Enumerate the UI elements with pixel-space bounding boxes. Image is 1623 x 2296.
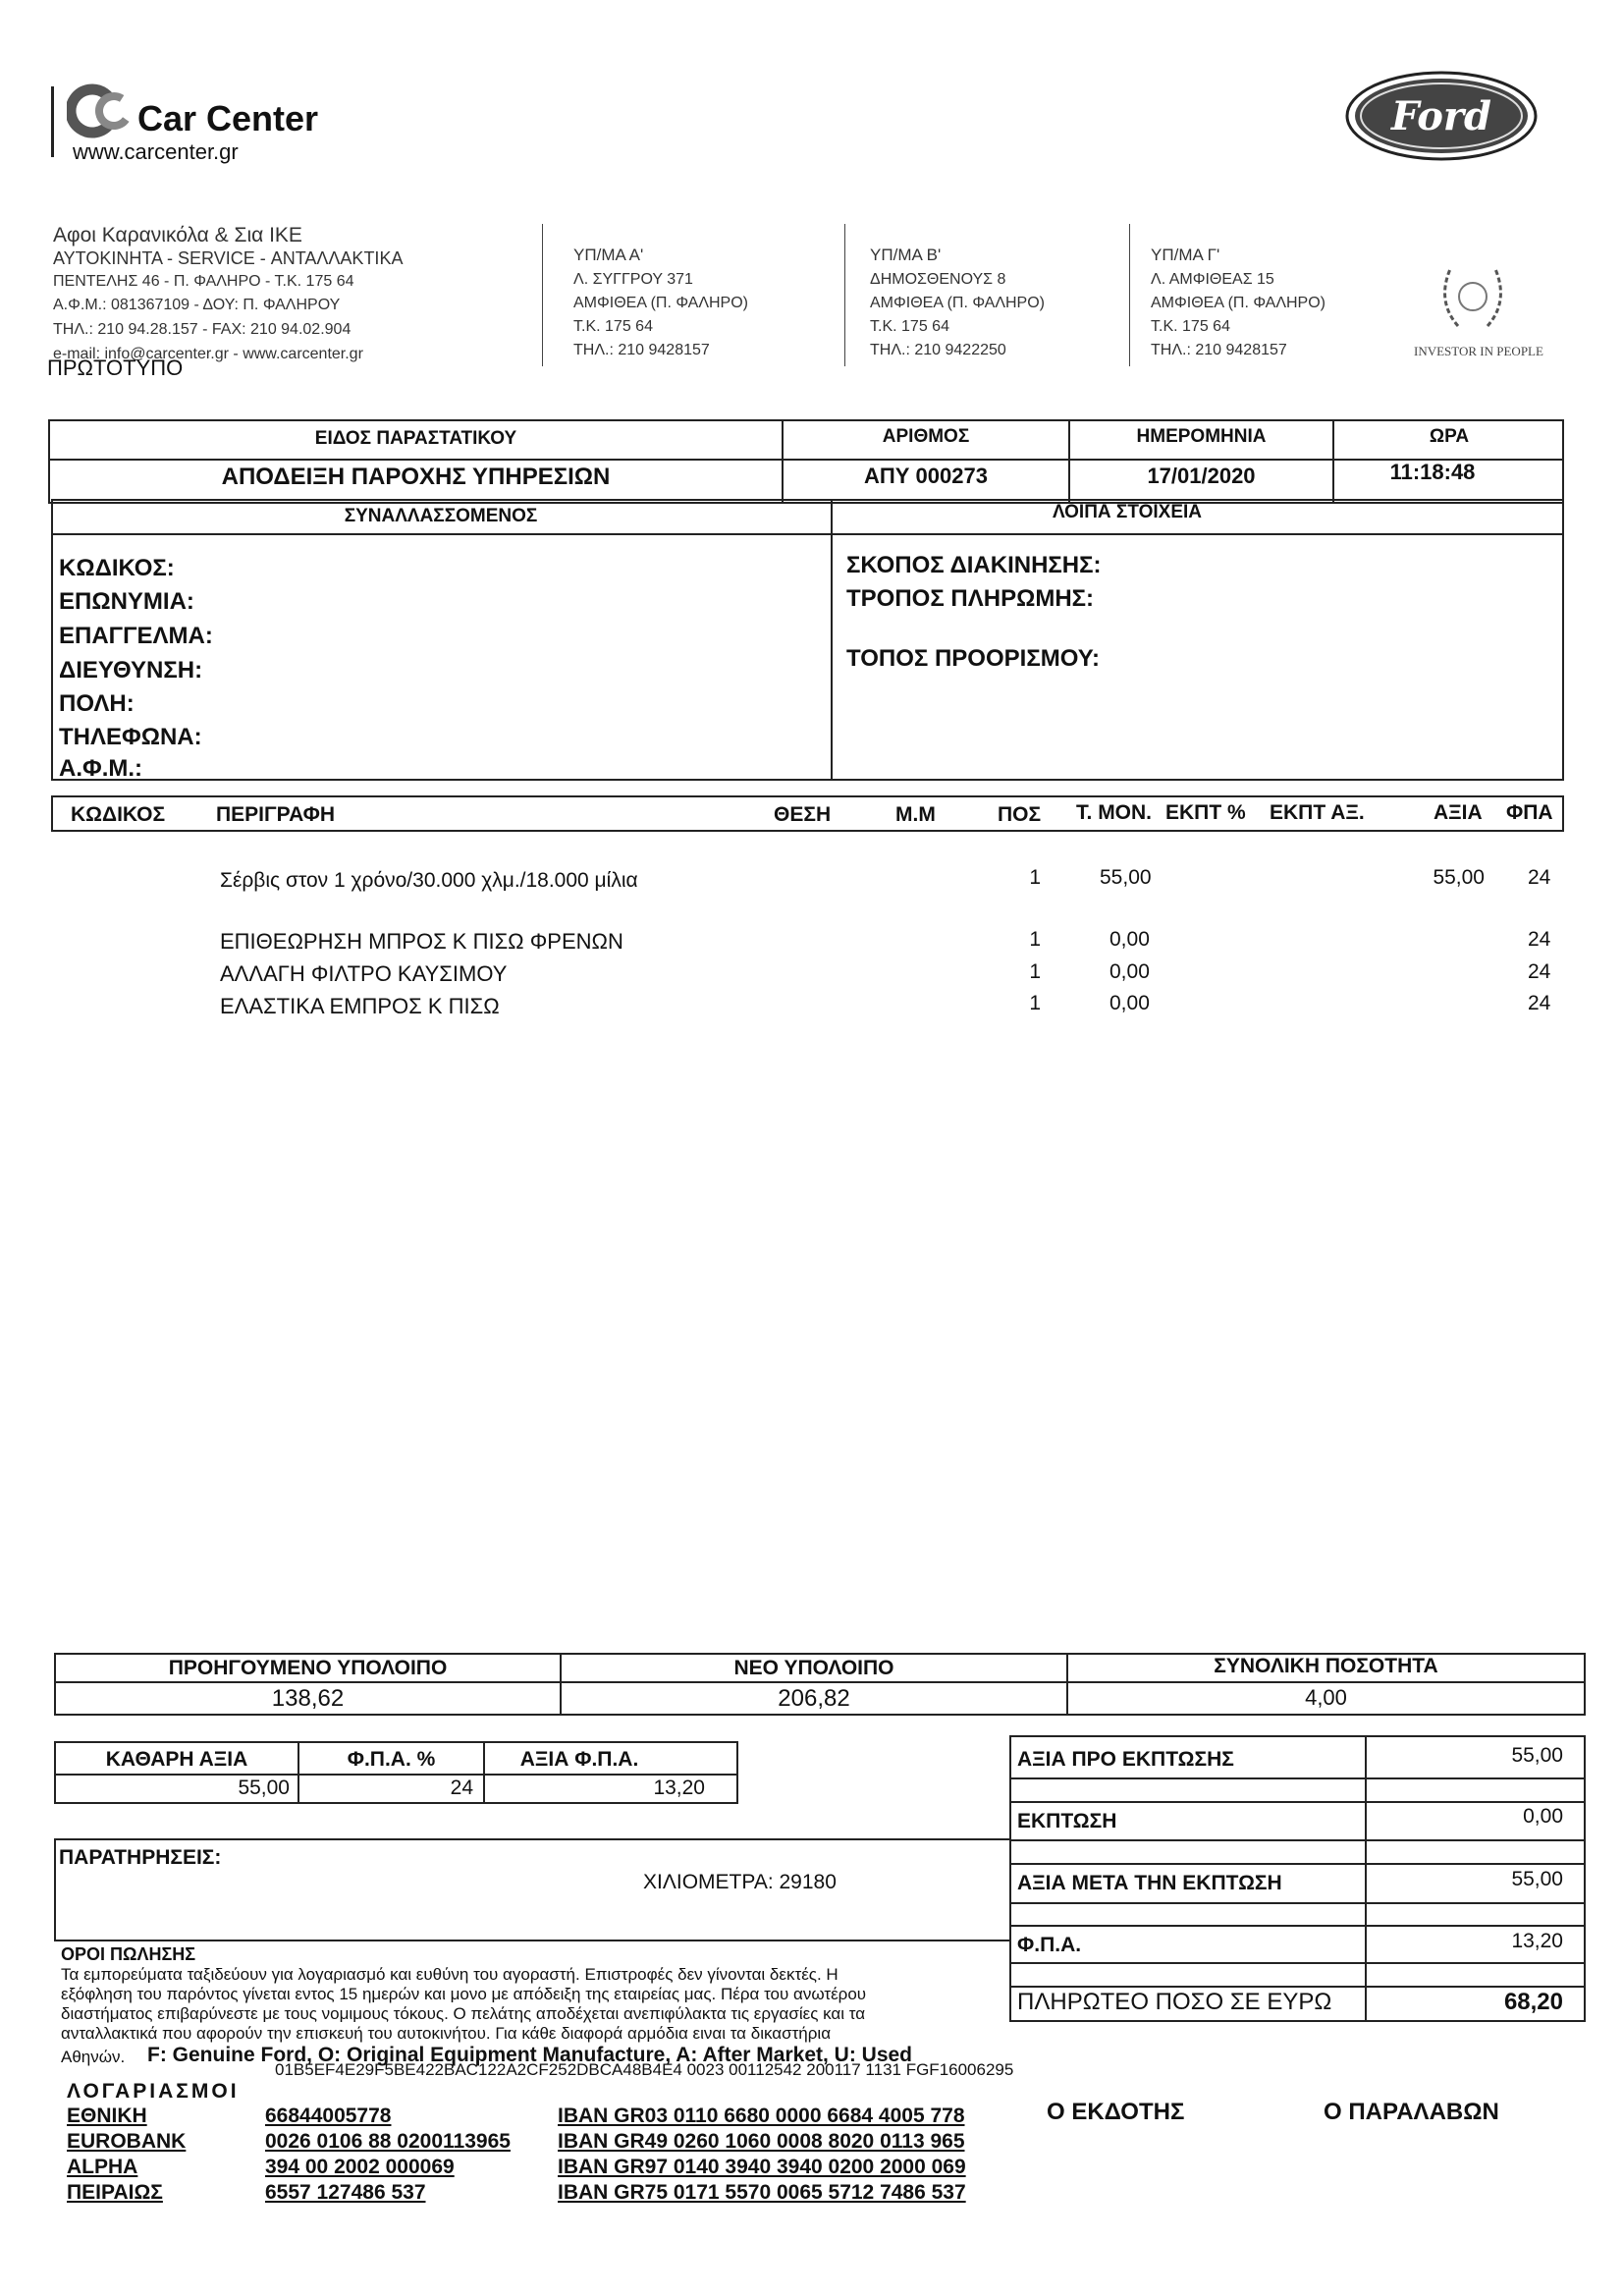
document-code: 01B5EF4E29F5BE422BAC122A2CF252DBCA48B4E4 0023 00112542 200117 1131 FGF16006295 xyxy=(275,2060,1014,2079)
original-stamp: ΠΡΩΤΟΤΥΠΟ xyxy=(47,355,184,380)
vat-total-label: Φ.Π.Α. xyxy=(1017,1934,1082,1956)
party-table xyxy=(51,499,1564,781)
party-field-name: ΕΠΩΝΥΜΙΑ: xyxy=(59,588,194,615)
item-qty: 1 xyxy=(1029,928,1041,951)
terms-title: ΟΡΟΙ ΠΩΛΗΣΗΣ xyxy=(61,1944,196,1964)
company-name: Αφοι Καρανικόλα & Σια ΙΚΕ xyxy=(53,224,302,246)
item-vat: 24 xyxy=(1528,866,1551,889)
account-number: 66844005778 xyxy=(265,2105,392,2127)
doc-date-value: 17/01/2020 xyxy=(1147,464,1256,488)
vat-pct-value: 24 xyxy=(450,1777,473,1799)
terms-line: διαστήματος επιβαρύνεστε με τους νομιμους τόκους. Ο πελάτης αποδέχεται ανεπιφύλακτα τις εργασίες και τα xyxy=(61,2004,866,2023)
logo-bar xyxy=(51,86,54,157)
branch-line: Τ.Κ. 175 64 xyxy=(573,318,653,335)
branch-title: ΥΠ/ΜΑ Α' xyxy=(573,246,644,264)
account-number: 394 00 2002 000069 xyxy=(265,2156,455,2178)
net-value: 55,00 xyxy=(238,1777,290,1799)
item-price: 55,00 xyxy=(1100,866,1152,889)
branch-line: Τ.Κ. 175 64 xyxy=(870,318,949,335)
vat-amount-value: 13,20 xyxy=(653,1777,705,1799)
branch-line: Λ. ΑΜΦΙΘΕΑΣ 15 xyxy=(1151,271,1274,288)
party-field-city: ΠΟΛΗ: xyxy=(59,690,135,717)
company-line1: ΑΥΤΟΚΙΝΗΤΑ - SERVICE - ΑΝΤΑΛΛΑΚΤΙΚΑ xyxy=(53,248,404,268)
totals-divider xyxy=(1009,1839,1586,1841)
col-vat: ΦΠΑ xyxy=(1506,801,1553,824)
vat-value-label: ΑΞΙΑ Φ.Π.Α. xyxy=(519,1748,639,1771)
account-iban: IBAN GR75 0171 5570 0065 5712 7486 537 xyxy=(558,2181,966,2204)
doc-number-value: ΑΠΥ 000273 xyxy=(864,464,988,488)
total-qty-label: ΣΥΝΟΛΙΚΗ ΠΟΣΟΤΗΤΑ xyxy=(1214,1655,1438,1677)
vat-total-value: 13,20 xyxy=(1511,1930,1563,1952)
accounts-title: ΛΟΓΑΡΙΑΣΜΟΙ xyxy=(67,2080,240,2103)
company-line2: ΠΕΝΤΕΛΗΣ 46 - Π. ΦΑΛΗΡΟ - Τ.Κ. 175 64 xyxy=(53,273,354,290)
party-header: ΣΥΝΑΛΛΑΣΣΟΜΕΝΟΣ xyxy=(344,506,538,526)
other-field-purpose: ΣΚΟΠΟΣ ΔΙΑΚΙΝΗΣΗΣ: xyxy=(846,552,1102,578)
terms-line: εξόφληση του παρόντος γίνεται εντος 15 ημερών και μονο με απόδειξη της εταιρείας μας. Πέρα του ανωτέρου xyxy=(61,1985,867,2003)
after-discount-label: ΑΞΙΑ ΜΕΤΑ ΤΗΝ ΕΚΠΤΩΣΗ xyxy=(1017,1872,1282,1894)
col-value: ΑΞΙΑ xyxy=(1434,801,1483,824)
vat-pct-label: Φ.Π.Α. % xyxy=(347,1748,436,1771)
col-pos: ΘΕΣΗ xyxy=(774,803,832,826)
branch-title: ΥΠ/ΜΑ Γ' xyxy=(1151,246,1220,264)
issuer-signature-label: Ο ΕΚΔΟΤΗΣ xyxy=(1047,2099,1185,2125)
remarks-text: ΧΙΛΙΟΜΕΤΡΑ: 29180 xyxy=(643,1871,837,1893)
branch-line: Λ. ΣΥΓΓΡΟΥ 371 xyxy=(573,271,693,288)
col-price: Τ. ΜΟΝ. xyxy=(1076,801,1153,824)
other-field-destination: ΤΟΠΟΣ ΠΡΟΟΡΙΣΜΟΥ: xyxy=(846,645,1100,672)
account-bank: ΕΘΝΙΚΗ xyxy=(67,2105,147,2127)
item-vat: 24 xyxy=(1528,960,1551,983)
item-vat: 24 xyxy=(1528,992,1551,1014)
totals-divider xyxy=(1009,1777,1586,1779)
doc-date-label: ΗΜΕΡΟΜΗΝΙΑ xyxy=(1136,426,1267,447)
other-field-payment: ΤΡΟΠΟΣ ΠΛΗΡΩΜΗΣ: xyxy=(846,585,1095,612)
item-qty: 1 xyxy=(1029,960,1041,983)
party-col-divider xyxy=(831,499,833,781)
item-price: 0,00 xyxy=(1109,992,1150,1014)
company-line3: Α.Φ.Μ.: 081367109 - ΔΟΥ: Π. ΦΑΛΗΡΟΥ xyxy=(53,297,341,313)
doc-number-label: ΑΡΙΘΜΟΣ xyxy=(882,426,970,447)
party-field-address: ΔΙΕΥΘΥΝΣΗ: xyxy=(59,657,203,683)
account-iban: IBAN GR49 0260 1060 0008 8020 0113 965 xyxy=(558,2130,965,2153)
terms-line: ανταλλακτικά που αφορούν την επισκευή του αυτοκινήτου. Για κάθε διαφορά αρμόδια ειναι τα δικαστήρια xyxy=(61,2024,832,2043)
col-desc: ΠΕΡΙΓΡΑΦΗ xyxy=(216,803,336,826)
company-line5: e-mail: info@carcenter.gr - www.carcenter.gr xyxy=(53,346,363,362)
parts-legend: F: Genuine Ford, O: Original Equipment Manufacture, A: After Market, U: Used xyxy=(147,2044,912,2066)
prev-balance-label: ΠΡΟΗΓΟΥΜΕΝΟ ΥΠΟΛΟΙΠΟ xyxy=(168,1657,448,1679)
col-unit: Μ.Μ xyxy=(895,803,936,826)
branch-divider-2 xyxy=(844,224,845,366)
account-number: 0026 0106 88 0200113965 xyxy=(265,2130,511,2153)
col-qty: ΠΟΣ xyxy=(998,803,1042,826)
laurel-icon xyxy=(1429,257,1517,336)
totals-divider xyxy=(1009,1902,1586,1904)
vat-divider xyxy=(54,1774,738,1776)
doc-type-label: ΕΙΔΟΣ ΠΑΡΑΣΤΑΤΙΚΟΥ xyxy=(314,428,517,449)
totals-divider xyxy=(1009,1863,1586,1865)
total-qty-value: 4,00 xyxy=(1305,1685,1347,1710)
item-qty: 1 xyxy=(1029,866,1041,889)
branch-line: ΑΜΦΙΘΕΑ (Π. ΦΑΛΗΡΟ) xyxy=(1151,295,1325,311)
totals-divider xyxy=(1009,1962,1586,1964)
account-iban: IBAN GR03 0110 6680 0000 6684 4005 778 xyxy=(558,2105,965,2127)
branch-line: ΤΗΛ.: 210 9428157 xyxy=(1151,342,1287,358)
item-desc: Σέρβις στον 1 χρόνο/30.000 χλμ./18.000 μίλια xyxy=(220,869,638,892)
col-code: ΚΩΔΙΚΟΣ xyxy=(71,803,166,826)
totals-divider xyxy=(1009,1925,1586,1927)
branch-divider-3 xyxy=(1129,224,1130,366)
balances-divider xyxy=(54,1681,1586,1683)
totals-divider xyxy=(1009,1986,1586,1988)
after-discount-value: 55,00 xyxy=(1511,1868,1563,1890)
item-qty: 1 xyxy=(1029,992,1041,1014)
party-field-profession: ΕΠΑΓΓΕΛΜΑ: xyxy=(59,623,213,649)
totals-divider xyxy=(1009,1801,1586,1803)
prev-balance-value: 138,62 xyxy=(271,1685,345,1712)
branch-title: ΥΠ/ΜΑ Β' xyxy=(870,246,942,264)
terms-line: Αθηνών. xyxy=(61,2048,126,2066)
item-desc: ΕΠΙΘΕΩΡΗΣΗ ΜΠΡΟΣ Κ ΠΙΣΩ ΦΡΕΝΩΝ xyxy=(220,929,623,954)
doc-time-value: 11:18:48 xyxy=(1389,460,1476,484)
item-price: 0,00 xyxy=(1109,960,1150,983)
payable-label: ΠΛΗΡΩΤΕΟ ΠΟΣΟ ΣΕ ΕΥΡΩ xyxy=(1017,1989,1332,2015)
brand-website: www.carcenter.gr xyxy=(73,139,239,164)
net-value-label: ΚΑΘΑΡΗ ΑΞΙΑ xyxy=(105,1748,248,1771)
item-desc: ΑΛΛΑΓΗ ΦΙΛΤΡΟ ΚΑΥΣΙΜΟΥ xyxy=(220,961,508,986)
investor-in-people-text: INVESTOR IN PEOPLE xyxy=(1414,344,1543,358)
branch-line: ΤΗΛ.: 210 9422250 xyxy=(870,342,1006,358)
item-price: 0,00 xyxy=(1109,928,1150,951)
brand-name: Car Center xyxy=(137,98,319,138)
new-balance-label: ΝΕΟ ΥΠΟΛΟΙΠΟ xyxy=(733,1657,894,1679)
branch-line: ΤΗΛ.: 210 9428157 xyxy=(573,342,710,358)
item-value: 55,00 xyxy=(1433,866,1485,889)
item-desc: ΕΛΑΣΤΙΚΑ ΕΜΠΡΟΣ Κ ΠΙΣΩ xyxy=(220,994,500,1018)
item-vat: 24 xyxy=(1528,928,1551,951)
account-number: 6557 127486 537 xyxy=(265,2181,426,2204)
account-bank: ΠΕΙΡΑΙΩΣ xyxy=(67,2181,163,2204)
terms-line: Τα εμπορεύματα ταξιδεύουν για λογαριασμό και ευθύνη του αγοραστή. Επιστροφές δεν γίνονται δεκτές. Η xyxy=(61,1965,839,1984)
party-header-divider xyxy=(51,533,1564,535)
other-header: ΛΟΙΠΑ ΣΤΟΙΧΕΙΑ xyxy=(1052,502,1202,522)
doc-type-value: ΑΠΟΔΕΙΞΗ ΠΑΡΟΧΗΣ ΥΠΗΡΕΣΙΩΝ xyxy=(221,464,611,490)
branch-line: ΔΗΜΟΣΘΕΝΟΥΣ 8 xyxy=(870,271,1006,288)
branch-line: ΑΜΦΙΘΕΑ (Π. ΦΑΛΗΡΟ) xyxy=(573,295,748,311)
branch-line: Τ.Κ. 175 64 xyxy=(1151,318,1230,335)
discount-value: 0,00 xyxy=(1523,1805,1563,1828)
branch-divider-1 xyxy=(542,224,543,366)
carcenter-logo-icon xyxy=(67,82,135,139)
ford-logo-text: Ford xyxy=(1391,93,1491,139)
company-line4: ΤΗΛ.: 210 94.28.157 - FAX: 210 94.02.904 xyxy=(53,321,352,338)
account-bank: EUROBANK xyxy=(67,2130,187,2153)
branch-line: ΑΜΦΙΘΕΑ (Π. ΦΑΛΗΡΟ) xyxy=(870,295,1045,311)
subtotal-value: 55,00 xyxy=(1511,1744,1563,1767)
account-iban: IBAN GR97 0140 3940 3940 0200 2000 069 xyxy=(558,2156,966,2178)
discount-label: ΕΚΠΤΩΣΗ xyxy=(1017,1810,1117,1832)
payable-value: 68,20 xyxy=(1503,1989,1563,2015)
remarks-label: ΠΑΡΑΤΗΡΗΣΕΙΣ: xyxy=(59,1846,222,1869)
party-field-vat-id: Α.Φ.Μ.: xyxy=(59,755,143,782)
party-field-code: ΚΩΔΙΚΟΣ: xyxy=(59,555,175,581)
col-disc-val: ΕΚΠΤ ΑΞ. xyxy=(1270,801,1365,824)
col-disc-pct: ΕΚΠΤ % xyxy=(1165,801,1246,824)
ford-logo-icon xyxy=(1343,69,1540,163)
receiver-signature-label: Ο ΠΑΡΑΛΑΒΩΝ xyxy=(1324,2099,1499,2125)
subtotal-label: ΑΞΙΑ ΠΡΟ ΕΚΠΤΩΣΗΣ xyxy=(1017,1748,1234,1771)
new-balance-value: 206,82 xyxy=(778,1685,850,1712)
doc-time-label: ΩΡΑ xyxy=(1429,426,1470,447)
account-bank: ALPHA xyxy=(67,2156,138,2178)
party-field-phones: ΤΗΛΕΦΩΝΑ: xyxy=(59,724,202,750)
